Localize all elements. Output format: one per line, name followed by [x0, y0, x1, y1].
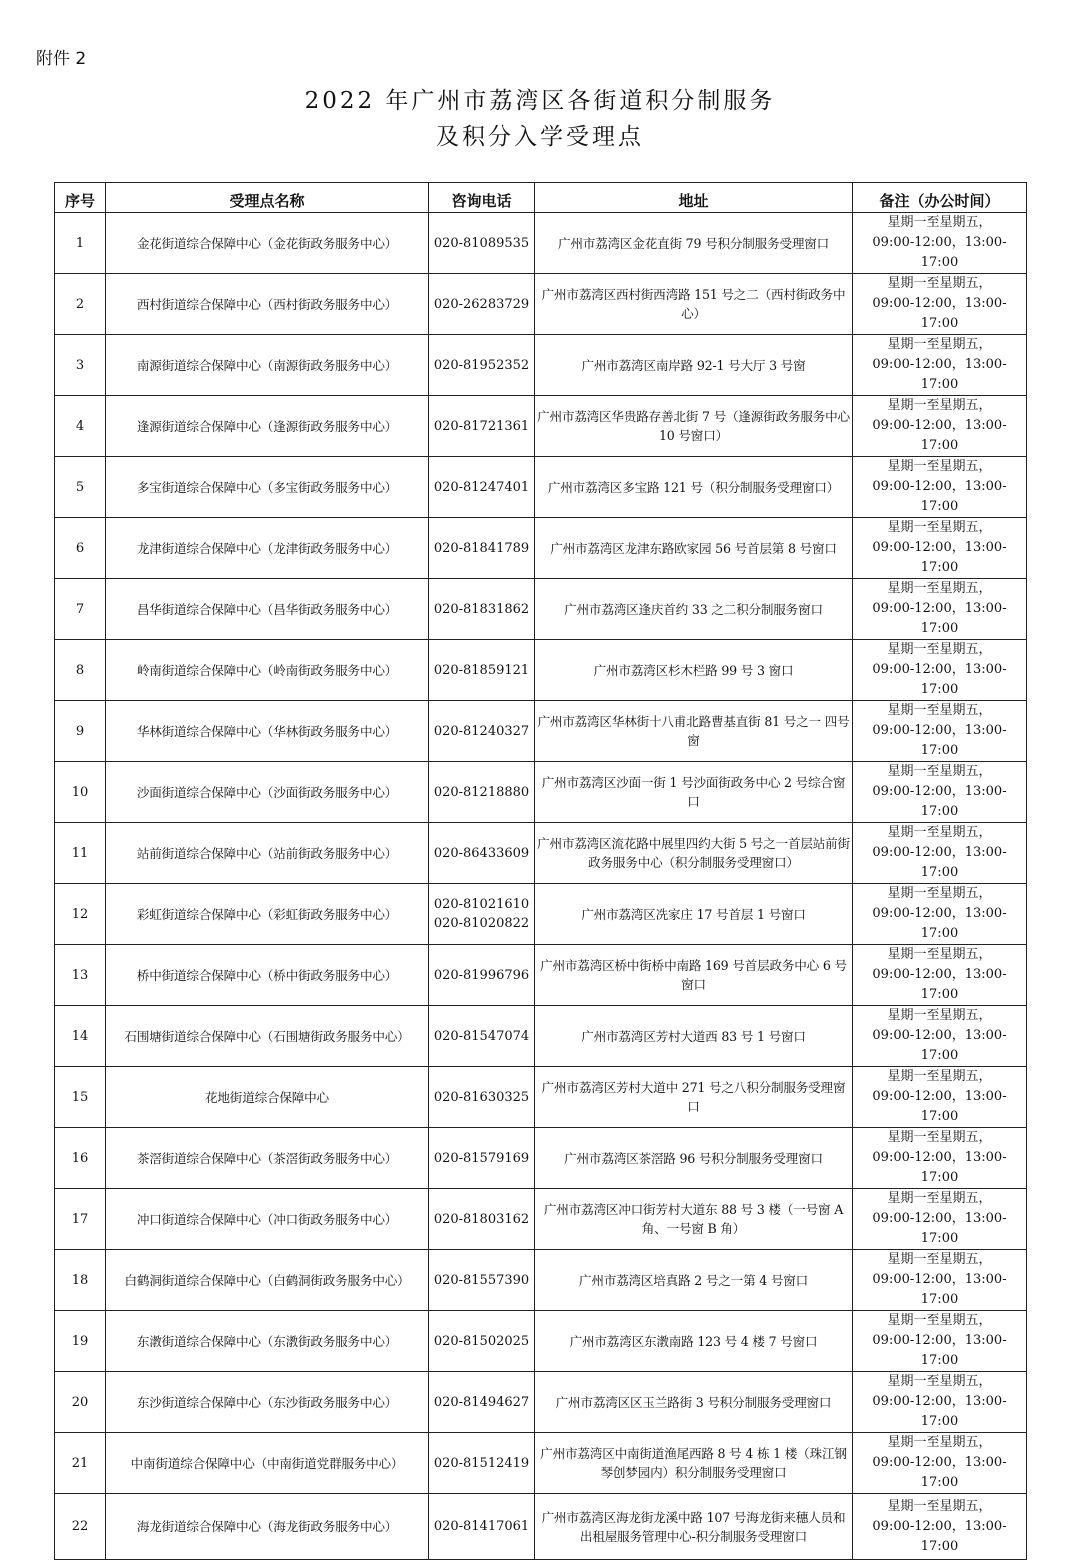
office-hours — [853, 1494, 1027, 1560]
phone-number — [429, 1494, 535, 1560]
office-days: 星期一至星期五， — [887, 1191, 992, 1206]
office-times: 09:00-12:00，13:00-17:00 — [872, 418, 1007, 453]
service-point-name: 桥中街道综合保障中心（桥中街政务服务中心） — [106, 945, 429, 1006]
table-row — [55, 884, 1027, 945]
row-number: 10 — [55, 762, 106, 823]
phone-number — [429, 1189, 535, 1250]
office-days: 星期一至星期五， — [887, 886, 992, 901]
office-hours — [853, 1250, 1027, 1311]
office-days: 星期一至星期五， — [887, 1069, 992, 1084]
office-days: 星期一至星期五， — [887, 703, 992, 718]
office-hours — [853, 640, 1027, 701]
office-hours — [853, 579, 1027, 640]
phone-primary: 020-81512419 — [433, 1455, 530, 1471]
service-point-name: 西村街道综合保障中心（西村街政务服务中心） — [106, 274, 429, 335]
row-number: 17 — [55, 1189, 106, 1250]
office-times: 09:00-12:00，13:00-17:00 — [872, 1089, 1007, 1124]
service-point-name: 岭南街道综合保障中心（岭南街政务服务中心） — [106, 640, 429, 701]
address: 广州市荔湾区芳村大道中 271 号之八积分制服务受理窗口 — [535, 1067, 853, 1128]
office-times: 09:00-12:00，13:00-17:00 — [872, 967, 1007, 1002]
office-days: 星期一至星期五， — [887, 1252, 992, 1267]
office-hours — [853, 396, 1027, 457]
table-row — [55, 762, 1027, 823]
office-times: 09:00-12:00，13:00-17:00 — [872, 357, 1007, 392]
phone-primary: 020-81859121 — [433, 662, 530, 678]
row-number: 12 — [55, 884, 106, 945]
phone-primary: 020-81494627 — [433, 1394, 530, 1410]
service-point-name: 彩虹街道综合保障中心（彩虹街政务服务中心） — [106, 884, 429, 945]
office-times: 09:00-12:00，13:00-17:00 — [872, 1028, 1007, 1063]
row-number: 14 — [55, 1006, 106, 1067]
table-row — [55, 274, 1027, 335]
address: 广州市荔湾区东漖南路 123 号 4 楼 7 号窗口 — [535, 1311, 853, 1372]
office-times: 09:00-12:00，13:00-17:00 — [872, 1394, 1007, 1429]
phone-number — [429, 1128, 535, 1189]
row-number: 1 — [55, 213, 106, 274]
phone-primary: 020-81502025 — [433, 1333, 530, 1349]
row-number: 7 — [55, 579, 106, 640]
row-number: 4 — [55, 396, 106, 457]
phone-number — [429, 274, 535, 335]
office-days: 星期一至星期五， — [887, 764, 992, 779]
office-times: 09:00-12:00，13:00-17:00 — [872, 662, 1007, 697]
address: 广州市荔湾区冲口街芳村大道东 88 号 3 楼（一号窗 A 角、一号窗 B 角） — [535, 1189, 853, 1250]
document-title-line-1: 2022 年广州市荔湾区各街道积分制服务 — [304, 88, 776, 114]
address: 广州市荔湾区桥中街桥中南路 169 号首层政务中心 6 号窗口 — [535, 945, 853, 1006]
table-row — [55, 457, 1027, 518]
table-row — [55, 518, 1027, 579]
table-row — [55, 213, 1027, 274]
office-times: 09:00-12:00，13:00-17:00 — [872, 1211, 1007, 1246]
phone-number — [429, 1006, 535, 1067]
phone-primary: 020-81996796 — [433, 967, 530, 983]
address: 广州市荔湾区培真路 2 号之一第 4 号窗口 — [535, 1250, 853, 1311]
row-number: 9 — [55, 701, 106, 762]
table-header-row — [55, 183, 1027, 213]
office-times: 09:00-12:00，13:00-17:00 — [872, 1455, 1007, 1490]
row-number: 11 — [55, 823, 106, 884]
phone-number — [429, 1250, 535, 1311]
table-row — [55, 1433, 1027, 1494]
address: 广州市荔湾区流花路中展里四约大街 5 号之一首层站前街政务服务中心（积分制服务受理窗口） — [535, 823, 853, 884]
address: 广州市荔湾区南岸路 92-1 号大厅 3 号窗 — [535, 335, 853, 396]
row-number: 5 — [55, 457, 106, 518]
phone-number — [429, 640, 535, 701]
phone-primary: 020-81417061 — [433, 1519, 530, 1534]
row-number: 19 — [55, 1311, 106, 1372]
office-hours — [853, 823, 1027, 884]
office-times: 09:00-12:00，13:00-17:00 — [872, 540, 1007, 575]
office-times: 09:00-12:00，13:00-17:00 — [872, 906, 1007, 941]
address: 广州市荔湾区芳村大道西 83 号 1 号窗口 — [535, 1006, 853, 1067]
header-number: 序号 — [55, 183, 106, 213]
phone-number — [429, 518, 535, 579]
row-number: 21 — [55, 1433, 106, 1494]
office-days: 星期一至星期五， — [887, 1313, 992, 1328]
service-point-name: 站前街道综合保障中心（站前街政务服务中心） — [106, 823, 429, 884]
phone-number — [429, 457, 535, 518]
phone-primary: 020-81557390 — [433, 1272, 530, 1288]
service-point-name: 中南街道综合保障中心（中南街道党群服务中心） — [106, 1433, 429, 1494]
office-hours — [853, 1067, 1027, 1128]
row-number: 18 — [55, 1250, 106, 1311]
address: 广州市荔湾区海龙街龙溪中路 107 号海龙街来穗人员和出租屋服务管理中心-积分制服务受理窗口 — [535, 1494, 853, 1560]
table-row — [55, 1067, 1027, 1128]
office-days: 星期一至星期五， — [887, 215, 992, 230]
office-hours — [853, 274, 1027, 335]
office-hours — [853, 1006, 1027, 1067]
address: 广州市荔湾区茶滘路 96 号积分制服务受理窗口 — [535, 1128, 853, 1189]
office-hours — [853, 945, 1027, 1006]
service-point-name: 昌华街道综合保障中心（昌华街政务服务中心） — [106, 579, 429, 640]
office-days: 星期一至星期五， — [887, 642, 992, 657]
office-hours — [853, 762, 1027, 823]
office-hours — [853, 1128, 1027, 1189]
office-days: 星期一至星期五， — [887, 1435, 992, 1450]
phone-number — [429, 1067, 535, 1128]
office-hours — [853, 1433, 1027, 1494]
service-point-name: 白鹤洞街道综合保障中心（白鹤洞街政务服务中心） — [106, 1250, 429, 1311]
table-row — [55, 335, 1027, 396]
service-point-name: 逢源街道综合保障中心（逢源街政务服务中心） — [106, 396, 429, 457]
office-hours — [853, 1372, 1027, 1433]
service-point-name: 东漖街道综合保障中心（东漖街政务服务中心） — [106, 1311, 429, 1372]
phone-number — [429, 701, 535, 762]
phone-primary: 020-81579169 — [433, 1150, 530, 1166]
service-point-name: 多宝街道综合保障中心（多宝街政务服务中心） — [106, 457, 429, 518]
office-days: 星期一至星期五， — [887, 398, 992, 413]
office-times: 09:00-12:00，13:00-17:00 — [872, 235, 1007, 270]
phone-primary: 020-81721361 — [433, 418, 530, 434]
phone-primary: 020-81952352 — [433, 357, 530, 373]
address: 广州市荔湾区华林街十八甫北路曹基直街 81 号之一 四号窗 — [535, 701, 853, 762]
phone-number — [429, 335, 535, 396]
phone-secondary: 020-81020822 — [433, 916, 530, 931]
table-row — [55, 1250, 1027, 1311]
office-times: 09:00-12:00，13:00-17:00 — [872, 1272, 1007, 1307]
service-point-name: 华林街道综合保障中心（华林街政务服务中心） — [106, 701, 429, 762]
table-row — [55, 1006, 1027, 1067]
phone-primary: 020-81240327 — [433, 723, 530, 739]
office-days: 星期一至星期五， — [887, 1130, 992, 1145]
row-number: 15 — [55, 1067, 106, 1128]
office-hours — [853, 457, 1027, 518]
office-times: 09:00-12:00，13:00-17:00 — [872, 1333, 1007, 1368]
phone-primary: 020-81247401 — [433, 479, 530, 495]
office-times: 09:00-12:00，13:00-17:00 — [872, 784, 1007, 819]
address: 广州市荔湾区龙津东路欧家园 56 号首层第 8 号窗口 — [535, 518, 853, 579]
office-times: 09:00-12:00，13:00-17:00 — [872, 479, 1007, 514]
office-days: 星期一至星期五， — [887, 825, 992, 840]
address: 广州市荔湾区沙面一街 1 号沙面街政务中心 2 号综合窗口 — [535, 762, 853, 823]
office-hours — [853, 518, 1027, 579]
office-days: 星期一至星期五， — [887, 1008, 992, 1023]
row-number: 8 — [55, 640, 106, 701]
phone-number — [429, 762, 535, 823]
address: 广州市荔湾区区玉兰路街 3 号积分制服务受理窗口 — [535, 1372, 853, 1433]
table-row — [55, 1494, 1027, 1560]
address: 广州市荔湾区逢庆首约 33 之二积分制服务窗口 — [535, 579, 853, 640]
office-days: 星期一至星期五， — [887, 337, 992, 352]
office-times: 09:00-12:00，13:00-17:00 — [872, 1150, 1007, 1185]
document-title-line-2: 及积分入学受理点 — [436, 124, 644, 150]
office-times: 09:00-12:00，13:00-17:00 — [872, 601, 1007, 636]
office-times: 09:00-12:00，13:00-17:00 — [872, 723, 1007, 758]
row-number: 22 — [55, 1494, 106, 1560]
phone-primary: 020-86433609 — [433, 845, 530, 861]
phone-primary: 020-81841789 — [433, 540, 530, 556]
phone-number — [429, 579, 535, 640]
service-point-name: 海龙街道综合保障中心（海龙街政务服务中心） — [106, 1494, 429, 1560]
address: 广州市荔湾区西村街西湾路 151 号之二（西村街政务中心） — [535, 274, 853, 335]
address: 广州市荔湾区冼家庄 17 号首层 1 号窗口 — [535, 884, 853, 945]
office-hours — [853, 701, 1027, 762]
table-row — [55, 640, 1027, 701]
row-number: 6 — [55, 518, 106, 579]
service-point-name: 花地街道综合保障中心 — [106, 1067, 429, 1128]
phone-number — [429, 1372, 535, 1433]
phone-primary: 020-81089535 — [433, 235, 530, 251]
phone-primary: 020-81021610 — [433, 897, 530, 912]
phone-number — [429, 884, 535, 945]
address: 广州市荔湾区多宝路 121 号（积分制服务受理窗口） — [535, 457, 853, 518]
office-hours — [853, 884, 1027, 945]
service-point-name: 金花街道综合保障中心（金花街政务服务中心） — [106, 213, 429, 274]
office-times: 09:00-12:00，13:00-17:00 — [872, 1518, 1007, 1554]
service-points-table — [54, 182, 1027, 1560]
office-days: 星期一至星期五， — [887, 1498, 992, 1514]
table-row — [55, 823, 1027, 884]
address: 广州市荔湾区中南街道渔尾西路 8 号 4 栋 1 楼（珠江钢琴创梦园内）积分制服务受理窗口 — [535, 1433, 853, 1494]
row-number: 20 — [55, 1372, 106, 1433]
address: 广州市荔湾区杉木栏路 99 号 3 窗口 — [535, 640, 853, 701]
header-note: 备注（办公时间） — [853, 183, 1027, 213]
address: 广州市荔湾区金花直街 79 号积分制服务受理窗口 — [535, 213, 853, 274]
phone-number — [429, 396, 535, 457]
office-days: 星期一至星期五， — [887, 276, 992, 291]
service-point-name: 冲口街道综合保障中心（冲口街政务服务中心） — [106, 1189, 429, 1250]
table-row — [55, 1311, 1027, 1372]
phone-primary: 020-81218880 — [433, 784, 530, 800]
row-number: 3 — [55, 335, 106, 396]
table-row — [55, 701, 1027, 762]
table-row — [55, 1189, 1027, 1250]
service-point-name: 东沙街道综合保障中心（东沙街政务服务中心） — [106, 1372, 429, 1433]
service-point-name: 石围塘街道综合保障中心（石围塘街政务服务中心） — [106, 1006, 429, 1067]
row-number: 13 — [55, 945, 106, 1006]
service-point-name: 茶滘街道综合保障中心（茶滘街政务服务中心） — [106, 1128, 429, 1189]
phone-number — [429, 945, 535, 1006]
office-times: 09:00-12:00，13:00-17:00 — [872, 296, 1007, 331]
phone-primary: 020-26283729 — [433, 296, 530, 312]
phone-primary: 020-81831862 — [433, 601, 530, 617]
table-row — [55, 579, 1027, 640]
phone-number — [429, 1311, 535, 1372]
office-days: 星期一至星期五， — [887, 520, 992, 535]
service-point-name: 沙面街道综合保障中心（沙面街政务服务中心） — [106, 762, 429, 823]
office-hours — [853, 335, 1027, 396]
header-phone: 咨询电话 — [429, 183, 535, 213]
header-name: 受理点名称 — [106, 183, 429, 213]
office-days: 星期一至星期五， — [887, 947, 992, 962]
row-number: 16 — [55, 1128, 106, 1189]
phone-primary: 020-81547074 — [433, 1028, 530, 1044]
table-row — [55, 1372, 1027, 1433]
office-hours — [853, 213, 1027, 274]
office-times: 09:00-12:00，13:00-17:00 — [872, 845, 1007, 880]
row-number: 2 — [55, 274, 106, 335]
phone-primary: 020-81803162 — [433, 1211, 530, 1227]
table-row — [55, 396, 1027, 457]
phone-primary: 020-81630325 — [433, 1089, 530, 1105]
office-days: 星期一至星期五， — [887, 1374, 992, 1389]
phone-number — [429, 213, 535, 274]
table-row — [55, 945, 1027, 1006]
service-point-name: 龙津街道综合保障中心（龙津街政务服务中心） — [106, 518, 429, 579]
office-hours — [853, 1189, 1027, 1250]
service-point-name: 南源街道综合保障中心（南源街政务服务中心） — [106, 335, 429, 396]
header-address: 地址 — [535, 183, 853, 213]
phone-number — [429, 823, 535, 884]
office-days: 星期一至星期五， — [887, 459, 992, 474]
table-body — [55, 213, 1027, 1560]
table-row — [55, 1128, 1027, 1189]
phone-number — [429, 1433, 535, 1494]
office-days: 星期一至星期五， — [887, 581, 992, 596]
office-hours — [853, 1311, 1027, 1372]
attachment-label: 附件 2 — [36, 49, 87, 69]
address: 广州市荔湾区华贵路存善北街 7 号（逢源街政务服务中心 10 号窗口） — [535, 396, 853, 457]
